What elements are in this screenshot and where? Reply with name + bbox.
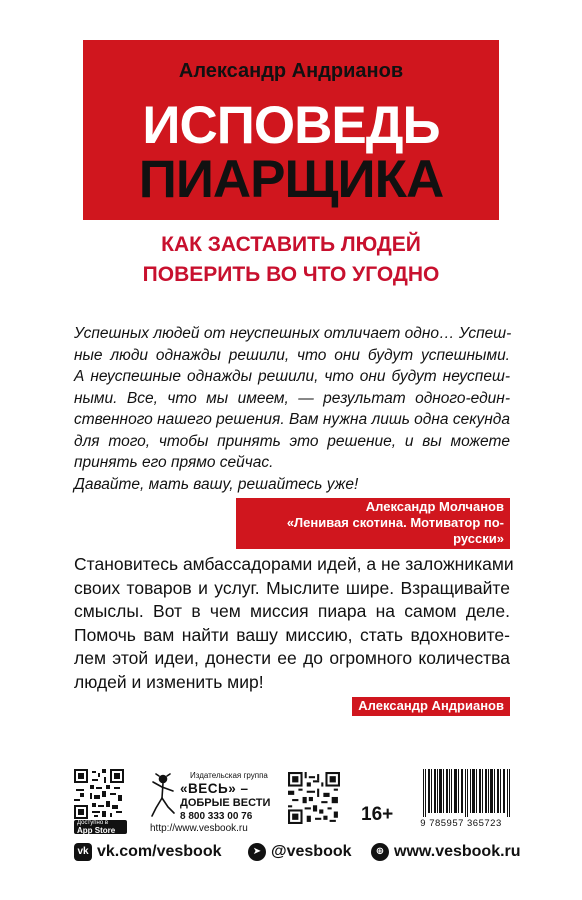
body-attribution: Александр Андрианов <box>352 697 510 716</box>
vk-icon: vk <box>74 843 92 861</box>
title-line-2: ПИАРЩИКА <box>138 150 444 209</box>
publisher-name: «ВЕСЬ» – <box>180 781 249 796</box>
quote-line: ственного нашего решения. Вам нужна лишь одна секунда <box>74 411 510 428</box>
quote-attribution <box>236 498 510 549</box>
footer-vk-link[interactable] <box>74 842 222 862</box>
age-rating: 16+ <box>361 804 394 825</box>
body-line: Помочь вам найти вашу миссию, стать вдохновите- <box>74 624 510 645</box>
footer-website-text: www.vesbook.ru <box>394 843 521 860</box>
body-line: людей и изменить мир! <box>74 671 264 692</box>
title-banner <box>83 40 499 220</box>
appstore-badge[interactable] <box>74 820 127 834</box>
quote-line: ными. Все, что мы имеем, — результат одного-един- <box>74 389 510 407</box>
publisher-logo-icon <box>148 772 178 822</box>
footer-telegram-link[interactable] <box>248 842 352 862</box>
qr-code-website[interactable] <box>288 772 340 824</box>
quote-attribution-book: «Ленивая скотина. Мотиватор по-русски» <box>286 515 504 546</box>
footer-telegram-text: @vesbook <box>271 843 352 860</box>
globe-icon: ⊕ <box>371 843 389 861</box>
footer-website-link[interactable] <box>371 842 521 862</box>
body-line: лем этой идеи, донести ее до огромного количества <box>74 648 510 668</box>
barcode-number: 9 785957 365723 <box>420 818 502 829</box>
quote-block <box>74 323 510 495</box>
quote-line: А неуспешные однажды решили, что они будут неуспеш- <box>74 368 510 385</box>
publisher-url[interactable]: http://www.vesbook.ru <box>150 823 248 834</box>
body-line: своих товаров и услуг. Мыслите шире. Взращивайте <box>74 577 510 598</box>
quote-line: ные люди однажды решили, что они будут успешными. <box>74 346 510 364</box>
quote-line: для того, чтобы принять это решение, и вы можете <box>74 432 510 450</box>
qr-code-appstore[interactable] <box>74 769 124 819</box>
body-text <box>74 553 514 694</box>
footer-vk-text: vk.com/vesbook <box>97 843 222 860</box>
publisher-group-label: Издательская группа <box>190 771 268 780</box>
telegram-icon: ➤ <box>248 843 266 861</box>
title-line-1: ИСПОВЕДЬ <box>142 96 440 155</box>
barcode <box>423 769 511 817</box>
quote-line: Успешных людей от неуспешных отличает одно… Успеш- <box>74 325 512 342</box>
subtitle-line-1: КАК ЗАСТАВИТЬ ЛЮДЕЙ <box>161 233 421 256</box>
body-line: смыслы. Вот в чем миссия пиара на самом деле. <box>74 601 510 621</box>
appstore-line-2: App Store <box>77 826 116 835</box>
quote-line: принять его прямо сейчас. <box>74 454 274 471</box>
publisher-slogan: ДОБРЫЕ ВЕСТИ <box>180 797 271 809</box>
body-line: Становитесь амбассадорами идей, а не заложниками <box>74 554 514 574</box>
appstore-line-1: Доступно в <box>77 820 109 826</box>
publisher-phone: 8 800 333 00 76 <box>180 811 253 822</box>
author-name: Александр Андрианов <box>178 60 404 82</box>
quote-attribution-name: Александр Молчанов <box>365 499 504 514</box>
quote-line: Давайте, мать вашу, решайтесь уже! <box>74 475 359 493</box>
subtitle-line-2: ПОВЕРИТЬ ВО ЧТО УГОДНО <box>142 263 440 286</box>
